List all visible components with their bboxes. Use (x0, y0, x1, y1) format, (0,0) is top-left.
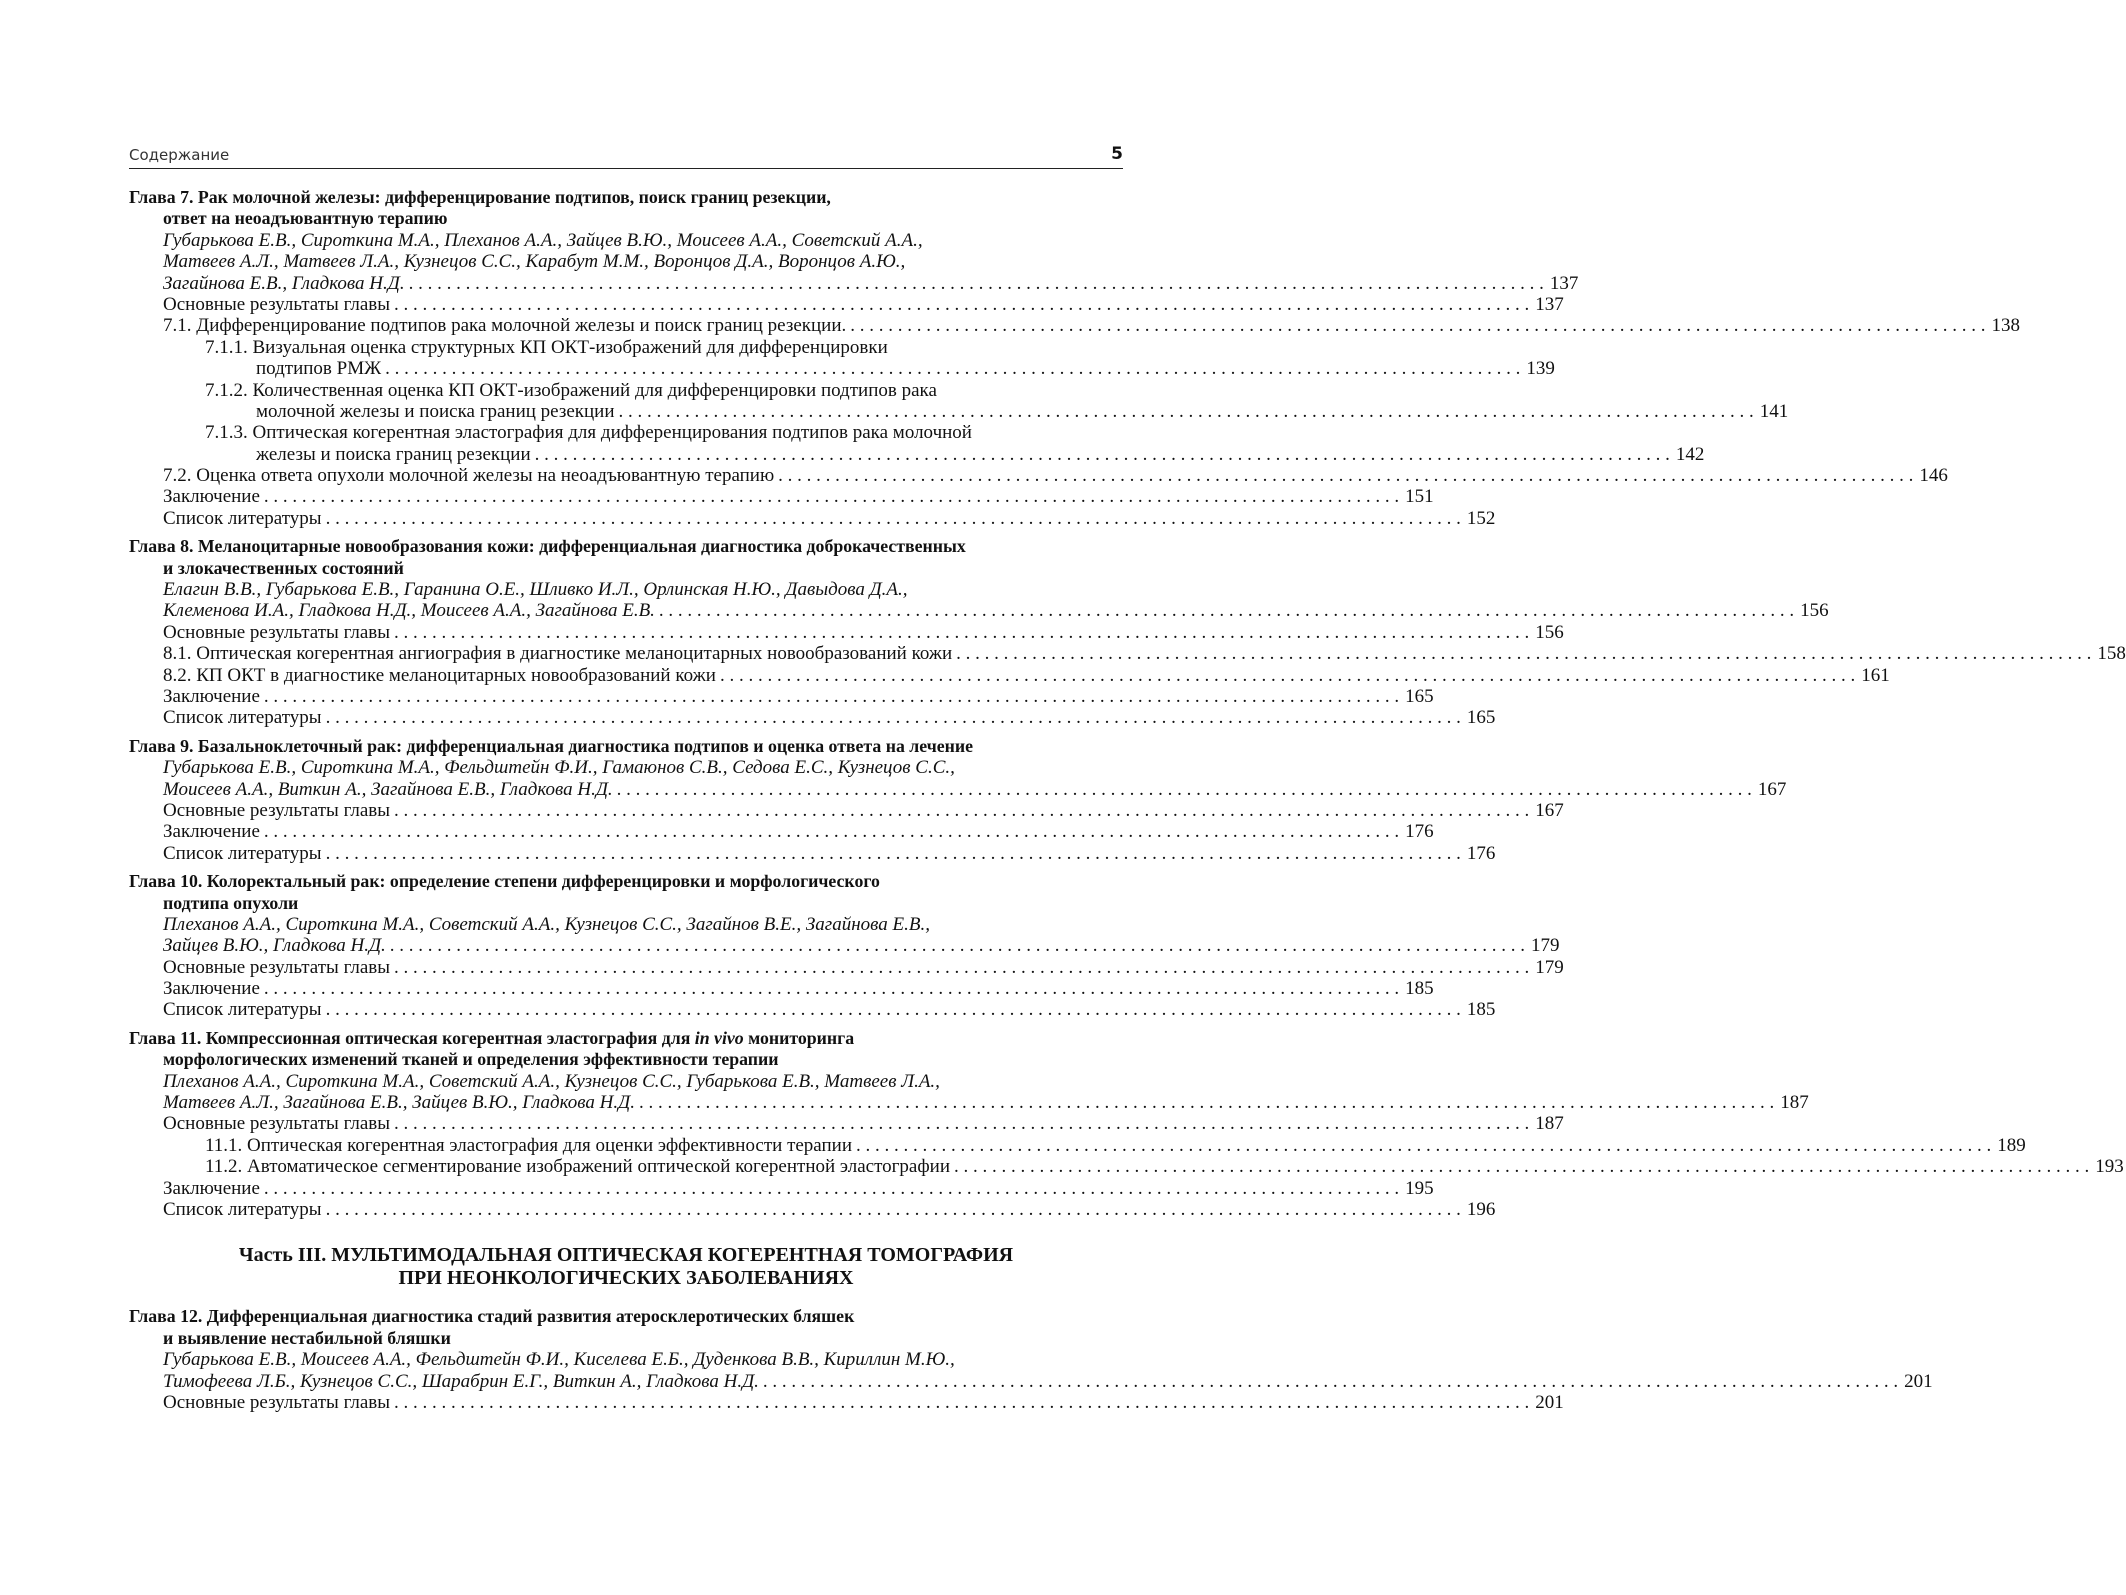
toc-entry-cont[interactable]: подтипов РМЖ . . . 139 (129, 358, 1123, 379)
page-ref: 151 (1405, 486, 1434, 508)
toc-entry[interactable]: Основные результаты главы . . . 179 (129, 957, 1123, 978)
chapter-10-title-cont: подтипа опухоли (163, 892, 299, 913)
running-head (129, 140, 1123, 169)
chapter-10-authors: Плеханов А.А., Сироткина М.А., Советский А.А., Кузнецов С.С., Загайнов В.Е., Загайнова Е.В., (163, 913, 930, 935)
toc-entry[interactable]: 7.1.2. Количественная оценка КП ОКТ-изображений для дифференцировки подтипов рака (205, 379, 937, 401)
chapter-12-authors-entry[interactable]: Тимофеева Л.Б., Кузнецов С.С., Шарабрин Е.Г., Виткин А., Гладкова Н.Д. . . . 201 (129, 1371, 1123, 1392)
toc-entry-cont[interactable]: железы и поиска границ резекции . . . 142 (129, 444, 1123, 465)
page-ref: 156 (1535, 621, 1564, 643)
chapter-8-authors: Елагин В.В., Губарькова Е.В., Гаранина О.Е., Шливко И.Л., Орлинская Н.Ю., Давыдова Д.А., (163, 579, 908, 601)
page-ref: 195 (1405, 1177, 1434, 1199)
toc-entry[interactable]: Заключение . . . 185 (129, 978, 1123, 999)
chapter-12-title: Глава 12. Дифференциальная диагностика стадий развития атеросклеротических бляшек (129, 1306, 855, 1327)
page-ref: 146 (1919, 465, 1948, 487)
page-ref: 142 (1675, 443, 1705, 465)
toc-entry[interactable]: Заключение . . . 151 (129, 486, 1123, 507)
chapter-11-authors-entry[interactable]: Матвеев А.Л., Загайнова Е.В., Зайцев В.Ю., Гладкова Н.Д. . . . 187 (129, 1092, 1123, 1113)
chapter-7-authors: Матвеев А.Л., Матвеев Л.А., Кузнецов С.С., Карабут М.М., Воронцов Д.А., Воронцов А.Ю., (163, 251, 906, 273)
chapter-7-authors: Губарькова Е.В., Сироткина М.А., Плеханов А.А., Зайцев В.Ю., Моисеев А.А., Советский А.А., (163, 229, 923, 251)
page-ref: 185 (1405, 978, 1434, 1000)
chapter-11-title: Глава 11. Компрессионная оптическая когерентная эластография для in vivo мониторинга (129, 1027, 855, 1048)
page-ref: 187 (1780, 1092, 1809, 1114)
toc-entry[interactable]: 11.2. Автоматическое сегментирование изображений оптической когерентной эластографии . . . 193 (129, 1156, 1123, 1177)
chapter-11-authors: Плеханов А.А., Сироткина М.А., Советский А.А., Кузнецов С.С., Губарькова Е.В., Матвеев Л.А., (163, 1070, 940, 1092)
chapter-10-title: Глава 10. Колоректальный рак: определение степени дифференцировки и морфологического (129, 871, 880, 892)
toc-entry[interactable]: Список литературы . . . 152 (129, 508, 1123, 529)
chapter-7-title: Глава 7. Рак молочной железы: дифференцирование подтипов, поиск границ резекции, (129, 187, 831, 207)
page-ref: 139 (1526, 358, 1555, 380)
page-ref: 201 (1904, 1370, 1933, 1392)
page-ref: 158 (2097, 643, 2126, 665)
chapter-8-title-cont: и злокачественных состояний (163, 557, 404, 578)
chapter-12-title-cont: и выявление нестабильной бляшки (163, 1327, 451, 1348)
chapter-8-authors-entry[interactable]: Клеменова И.А., Гладкова Н.Д., Моисеев А.А., Загайнова Е.В. . . . 156 (129, 600, 1123, 621)
page-ref: 176 (1466, 842, 1496, 864)
page-ref: 152 (1466, 507, 1496, 529)
page-ref: 196 (1466, 1198, 1496, 1220)
toc-entry[interactable]: 8.1. Оптическая когерентная ангиография в диагностике меланоцитарных новообразований кожи . . . 158 (129, 643, 1123, 664)
chapter-9-title: Глава 9. Базальноклеточный рак: дифференциальная диагностика подтипов и оценка ответа на лечение (129, 735, 974, 756)
page-ref: 137 (1535, 293, 1564, 315)
toc-entry[interactable]: Заключение . . . 195 (129, 1178, 1123, 1199)
page-ref: 179 (1535, 956, 1564, 978)
toc-entry[interactable]: 7.1.3. Оптическая когерентная эластография для дифференцирования подтипов рака молочной (205, 422, 972, 444)
toc-entry[interactable]: 7.1.1. Визуальная оценка структурных КП ОКТ-изображений для дифференцировки (205, 336, 888, 358)
running-head-title: Содержание (129, 146, 230, 164)
chapter-7-title-cont: ответ на неоадъювантную терапию (163, 208, 448, 229)
chapter-9-authors: Губарькова Е.В., Сироткина М.А., Фельдштейн Ф.И., Гамаюнов С.В., Седова Е.С., Кузнецов С.С., (163, 757, 955, 779)
toc-entry[interactable]: Список литературы . . . 176 (129, 843, 1123, 864)
page-ref: 137 (1549, 272, 1579, 294)
toc-entry[interactable]: Заключение . . . 165 (129, 686, 1123, 707)
page-ref: 167 (1757, 778, 1787, 800)
toc-entry-cont[interactable]: молочной железы и поиска границ резекции . . . 141 (129, 401, 1123, 422)
page-number: 5 (1111, 144, 1123, 164)
page-ref: 189 (1997, 1134, 2026, 1156)
toc-entry[interactable]: Основные результаты главы . . . 167 (129, 800, 1123, 821)
toc-entry[interactable]: Список литературы . . . 165 (129, 707, 1123, 728)
chapter-8-title: Глава 8. Меланоцитарные новообразования кожи: дифференциальная диагностика доброкачественных (129, 536, 966, 557)
page-ref: 187 (1535, 1113, 1564, 1135)
toc-entry[interactable]: Основные результаты главы . . . 156 (129, 622, 1123, 643)
toc-page (129, 140, 2126, 1413)
chapter-10-authors-entry[interactable]: Зайцев В.Ю., Гладкова Н.Д. . . . 179 (129, 935, 1123, 956)
toc-entry[interactable]: 8.2. КП ОКТ в диагностике меланоцитарных новообразований кожи . . . 161 (129, 665, 1123, 686)
chapter-11-title-cont: морфологических изменений тканей и определения эффективности терапии (163, 1049, 779, 1070)
toc-entry[interactable]: Список литературы . . . 196 (129, 1199, 1123, 1220)
toc-entry[interactable]: Основные результаты главы . . . 187 (129, 1113, 1123, 1134)
page-ref: 201 (1535, 1391, 1564, 1413)
page-ref: 165 (1466, 707, 1496, 729)
page-ref: 185 (1466, 999, 1496, 1021)
part-3-title: Часть III. МУЛЬТИМОДАЛЬНАЯ ОПТИЧЕСКАЯ КОГЕРЕНТНАЯ ТОМОГРАФИЯ ПРИ НЕОНКОЛОГИЧЕСКИХ ЗАБОЛЕВАНИЯХ (238, 1244, 1014, 1290)
page-ref: 167 (1535, 799, 1564, 821)
chapter-9-authors-entry[interactable]: Моисеев А.А., Виткин А., Загайнова Е.В., Гладкова Н.Д. . . . 167 (129, 779, 1123, 800)
page-ref: 193 (2095, 1156, 2124, 1178)
chapter-7-authors-entry[interactable]: Загайнова Е.В., Гладкова Н.Д. . . . 137 (129, 273, 1123, 294)
table-of-contents (129, 187, 2126, 1413)
toc-entry[interactable]: Заключение . . . 176 (129, 821, 1123, 842)
toc-entry[interactable]: Основные результаты главы . . . 137 (129, 294, 1123, 315)
page-ref: 165 (1405, 685, 1434, 707)
page-ref: 176 (1405, 821, 1434, 843)
toc-entry[interactable]: 11.1. Оптическая когерентная эластография для оценки эффективности терапии . . . 189 (129, 1135, 1123, 1156)
page-ref: 179 (1531, 935, 1560, 957)
toc-entry[interactable]: 7.2. Оценка ответа опухоли молочной железы на неоадъювантную терапию . . . 146 (129, 465, 1123, 486)
toc-entry[interactable]: 7.1. Дифференцирование подтипов рака молочной железы и поиск границ резекции. . . . 138 (129, 315, 1123, 336)
toc-entry[interactable]: Основные результаты главы . . . 201 (129, 1392, 1123, 1413)
page-ref: 141 (1759, 400, 1789, 422)
chapter-12-authors: Губарькова Е.В., Моисеев А.А., Фельдштейн Ф.И., Киселева Е.Б., Дуденкова В.В., Кириллин М.Ю., (163, 1349, 955, 1371)
toc-entry[interactable]: Список литературы . . . 185 (129, 999, 1123, 1020)
page-ref: 138 (1991, 315, 2021, 337)
page-ref: 156 (1800, 600, 1829, 622)
page-ref: 161 (1861, 664, 1890, 686)
